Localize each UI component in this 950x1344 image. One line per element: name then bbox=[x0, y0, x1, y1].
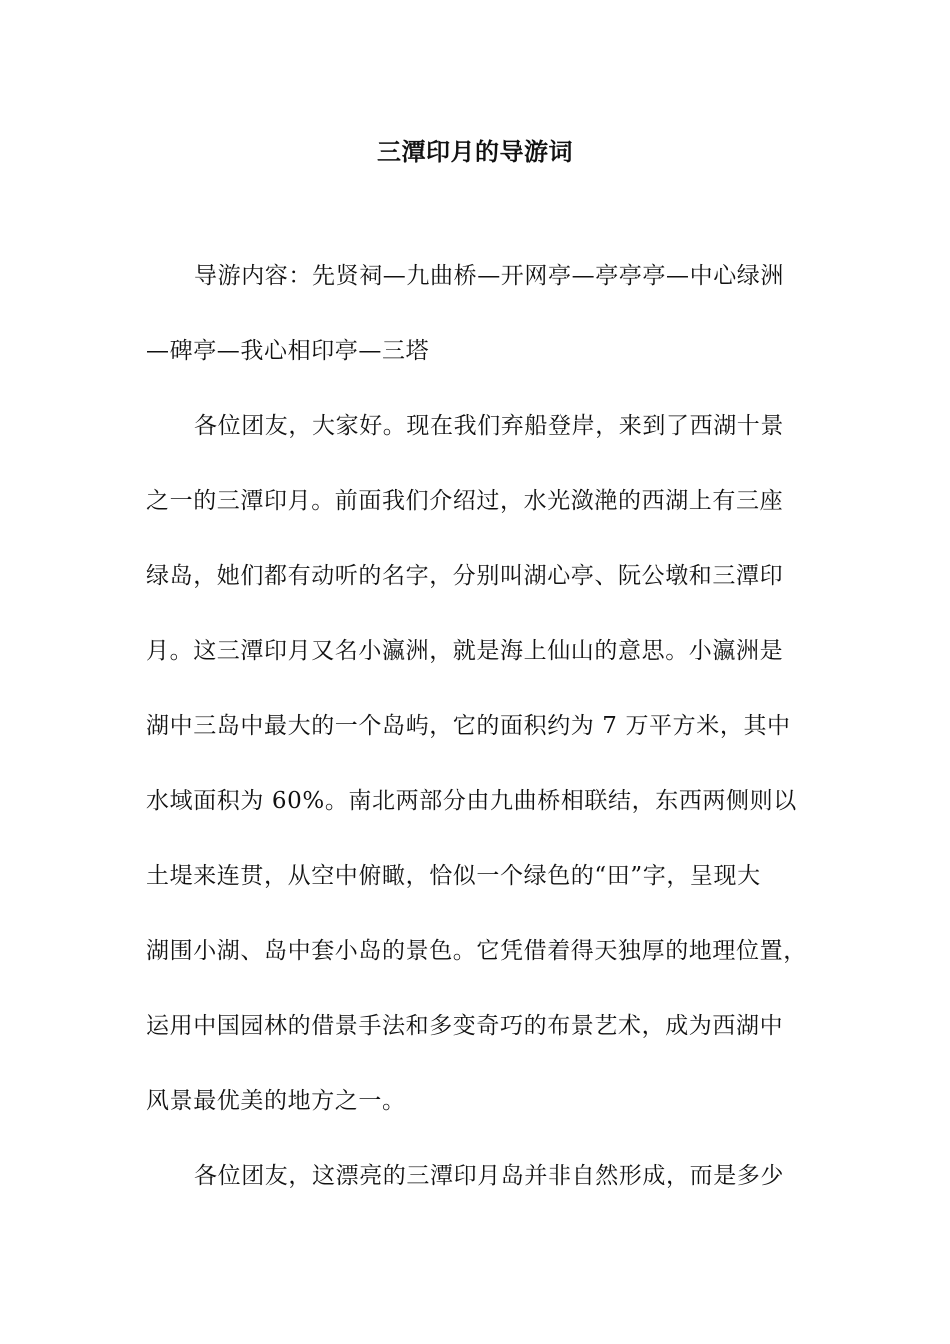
paragraph-2-line-4: 月。这三潭印月又名小瀛洲，就是海上仙山的意思。小瀛洲是 bbox=[146, 638, 784, 664]
paragraph-2-line-2: 之一的三潭印月。前面我们介绍过，水光潋滟的西湖上有三座 bbox=[146, 488, 784, 514]
paragraph-3-line-1: 各位团友，这漂亮的三潭印月岛并非自然形成，而是多少 bbox=[194, 1163, 784, 1189]
paragraph-1-line-1: 导游内容：先贤祠—九曲桥—开网亭—亭亭亭—中心绿洲 bbox=[194, 263, 784, 289]
paragraph-2-line-1: 各位团友，大家好。现在我们弃船登岸，来到了西湖十景 bbox=[194, 413, 784, 439]
paragraph-2-line-10: 风景最优美的地方之一。 bbox=[146, 1088, 406, 1114]
paragraph-2-line-5: 湖中三岛中最大的一个岛屿，它的面积约为 7 万平方米，其中 bbox=[146, 713, 791, 739]
paragraph-2-line-8: 湖围小湖、岛中套小岛的景色。它凭借着得天独厚的地理位置， bbox=[146, 938, 807, 964]
paragraph-2-line-9: 运用中国园林的借景手法和多变奇巧的布景艺术，成为西湖中 bbox=[146, 1013, 784, 1039]
paragraph-2-line-6: 水域面积为 60%。南北两部分由九曲桥相联结，东西两侧则以 bbox=[146, 788, 797, 814]
document-title: 三潭印月的导游词 bbox=[377, 137, 573, 166]
paragraph-1-line-2: —碑亭—我心相印亭—三塔 bbox=[146, 338, 430, 364]
paragraph-2-line-3: 绿岛，她们都有动听的名字，分别叫湖心亭、阮公墩和三潭印 bbox=[146, 563, 784, 589]
paragraph-2-line-7: 土堤来连贯，从空中俯瞰，恰似一个绿色的“田”字，呈现大 bbox=[146, 863, 761, 889]
